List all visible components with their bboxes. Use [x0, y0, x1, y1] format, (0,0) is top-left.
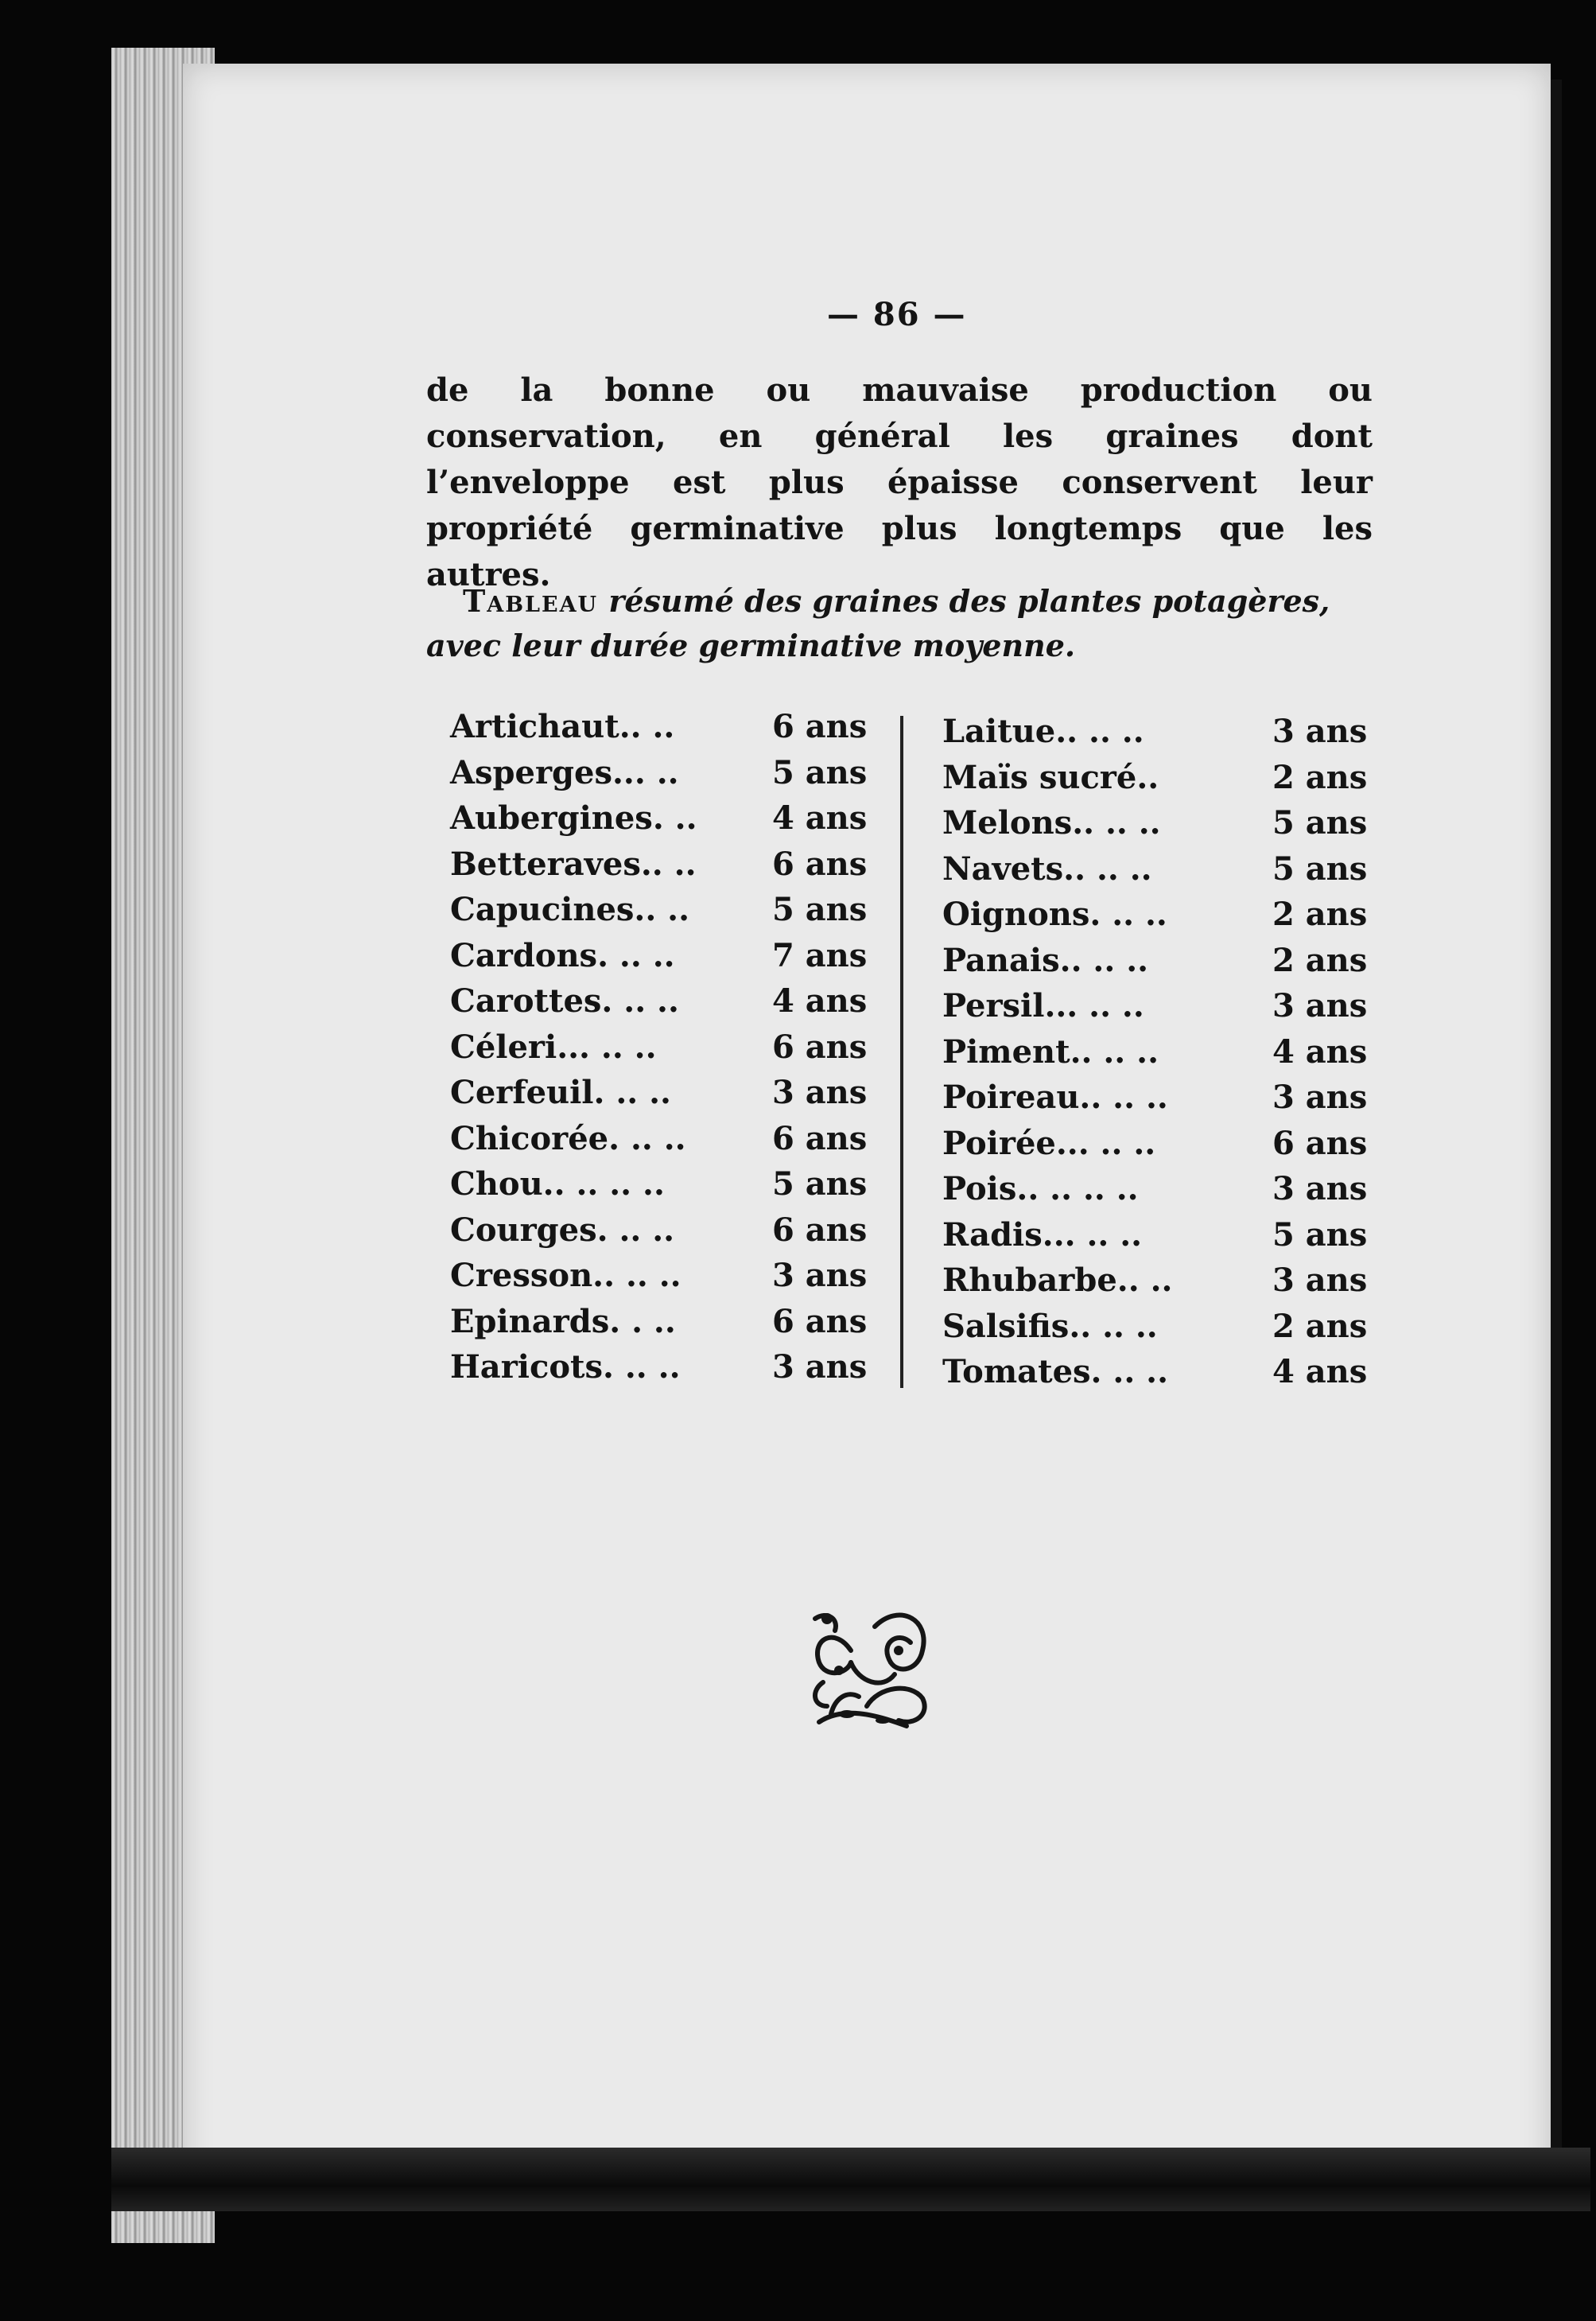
table-row: [450, 891, 880, 937]
table-row: [942, 987, 1372, 1033]
germination-duration: 5 ans: [1272, 804, 1368, 842]
vegetable-name: Radis... .. ..: [942, 1215, 1143, 1254]
germination-duration: 3 ans: [772, 1348, 868, 1386]
page-number: — 86 —: [827, 296, 967, 333]
table-row: [450, 982, 880, 1028]
table-left-column: [450, 708, 880, 1394]
germination-duration: 3 ans: [1272, 987, 1368, 1024]
vegetable-name: Rhubarbe.. ..: [942, 1262, 1173, 1299]
germination-duration: 5 ans: [772, 891, 868, 928]
table-row: [450, 754, 880, 800]
page-right-edge: [1551, 80, 1562, 2187]
vegetable-name: Cerfeuil. .. ..: [450, 1074, 671, 1111]
vegetable-name: Haricots. .. ..: [450, 1348, 681, 1386]
page-bottom-shadow: [111, 2148, 1590, 2211]
table-row: [450, 1120, 880, 1166]
germination-duration: 4 ans: [1272, 1032, 1368, 1071]
vegetable-name: Persil... .. ..: [942, 987, 1144, 1024]
vegetable-name: Melons.. .. ..: [942, 804, 1161, 842]
table-row: [942, 1216, 1372, 1262]
germination-duration: 3 ans: [1272, 1262, 1368, 1299]
germination-duration: 6 ans: [1272, 1124, 1368, 1162]
germination-duration: 5 ans: [772, 753, 868, 791]
vegetable-name: Epinards. . ..: [450, 1302, 676, 1340]
germination-duration: 3 ans: [772, 1257, 868, 1294]
germination-duration: 3 ans: [1272, 1079, 1368, 1116]
table-row: [942, 850, 1372, 896]
body-paragraph: de la bonne ou mauvaise production ou conservation, en général les graines dont l’enveloppe est plus épaisse conservent leur propriété germinative plus longtemps que les autres.: [426, 371, 1373, 593]
vegetable-name: Oignons. .. ..: [942, 896, 1167, 933]
vegetable-name: Navets.. .. ..: [942, 849, 1152, 888]
germination-duration: 7 ans: [772, 936, 868, 974]
germination-duration: 3 ans: [1272, 713, 1368, 750]
table-row: [942, 1170, 1372, 1216]
table-row: [450, 1165, 880, 1211]
germination-duration: 6 ans: [772, 845, 868, 883]
table-row: [942, 1262, 1372, 1308]
germination-duration: 6 ans: [772, 1119, 868, 1157]
germination-duration: 2 ans: [1272, 1307, 1368, 1345]
table-row: [942, 804, 1372, 850]
germination-duration: 2 ans: [1272, 758, 1368, 796]
caption-text: résumé des graines des plantes potagères, avec leur durée germinative moyenne.: [426, 583, 1330, 663]
germination-duration: 4 ans: [1272, 1353, 1368, 1390]
table-row: [450, 708, 880, 754]
vegetable-name: Céleri... .. ..: [450, 1028, 657, 1066]
table-row: [450, 846, 880, 892]
table-row: [942, 1033, 1372, 1079]
vegetable-name: Cresson.. .. ..: [450, 1257, 682, 1294]
germination-duration: 6 ans: [772, 1211, 868, 1249]
vegetable-name: Panais.. .. ..: [942, 941, 1149, 979]
table-row: [942, 942, 1372, 988]
caption-lead: Tableau: [463, 583, 599, 619]
table-row: [450, 1303, 880, 1349]
table-row: [942, 1079, 1372, 1125]
germination-duration: 5 ans: [1272, 849, 1368, 888]
vegetable-name: Courges. .. ..: [450, 1211, 675, 1249]
vegetable-name: Carottes. .. ..: [450, 982, 679, 1020]
vegetable-name: Poireau.. .. ..: [942, 1079, 1168, 1116]
vegetable-name: Betteraves.. ..: [450, 845, 697, 883]
germination-duration: 2 ans: [1272, 896, 1368, 933]
table-row: [942, 713, 1372, 759]
table-row: [942, 1353, 1372, 1399]
table-row: [942, 1308, 1372, 1354]
table-row: [942, 1125, 1372, 1171]
vegetable-name: Poirée... .. ..: [942, 1124, 1156, 1162]
table-row: [942, 759, 1372, 805]
vegetable-name: Capucines.. ..: [450, 891, 690, 928]
germination-duration: 6 ans: [772, 708, 868, 745]
table-row: [450, 1211, 880, 1258]
germination-duration: 3 ans: [1272, 1170, 1368, 1207]
germination-duration: 6 ans: [772, 1028, 868, 1066]
vegetable-name: Aubergines. ..: [450, 799, 697, 837]
germination-duration: 4 ans: [772, 982, 868, 1020]
vegetable-name: Cardons. .. ..: [450, 936, 675, 974]
germination-duration: 2 ans: [1272, 941, 1368, 979]
table-row: [450, 1028, 880, 1075]
germination-duration: 3 ans: [772, 1074, 868, 1111]
column-divider: [900, 716, 903, 1388]
germination-duration: 5 ans: [772, 1165, 868, 1203]
vegetable-name: Artichaut.. ..: [450, 708, 675, 745]
vegetable-name: Tomates. .. ..: [942, 1353, 1169, 1390]
vegetable-name: Asperges... ..: [450, 753, 679, 791]
table-right-column: [942, 713, 1372, 1399]
vegetable-name: Salsifis.. .. ..: [942, 1307, 1158, 1345]
table-row: [450, 799, 880, 846]
vegetable-name: Maïs sucré..: [942, 758, 1159, 796]
vegetable-name: Pois.. .. .. ..: [942, 1170, 1139, 1207]
table-row: [450, 1074, 880, 1120]
table-row: [450, 937, 880, 983]
germination-duration: 4 ans: [772, 799, 868, 837]
table-row: [450, 1348, 880, 1394]
germination-duration: 6 ans: [772, 1302, 868, 1340]
table-row: [942, 896, 1372, 942]
table-caption: [426, 579, 1373, 668]
floral-fleuron-icon: [803, 1595, 938, 1734]
vegetable-name: Laitue.. .. ..: [942, 713, 1144, 750]
germination-duration: 5 ans: [1272, 1215, 1368, 1254]
table-row: [450, 1257, 880, 1303]
vegetable-name: Chicorée. .. ..: [450, 1119, 686, 1157]
vegetable-name: Chou.. .. .. ..: [450, 1165, 665, 1203]
vegetable-name: Piment.. .. ..: [942, 1032, 1159, 1071]
